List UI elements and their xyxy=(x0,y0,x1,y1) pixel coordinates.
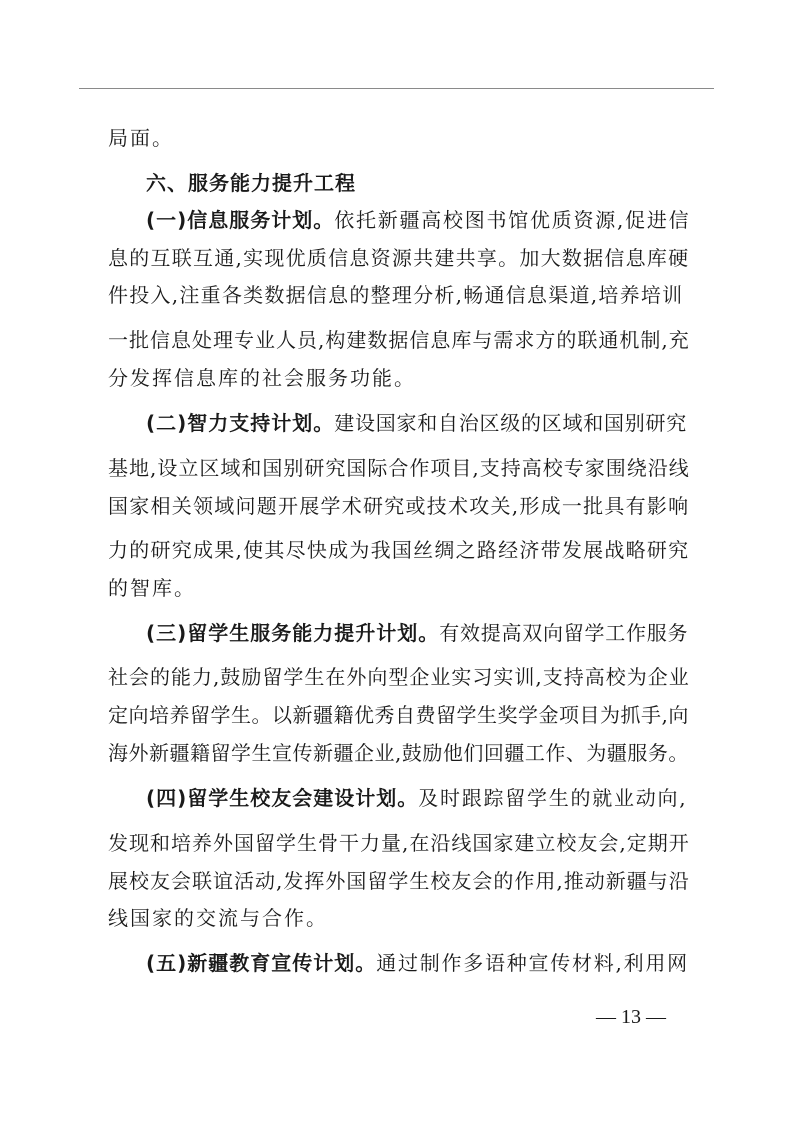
paragraph-first-line xyxy=(146,409,687,437)
paragraph-line-text: 及时跟踪留学生的就业动向, xyxy=(418,786,688,810)
section-heading: 六、服务能力提升工程 xyxy=(146,171,356,195)
paragraph-first-line xyxy=(146,206,690,234)
paragraph-line-text: 建设国家和自治区级的区域和国别研究 xyxy=(334,411,688,435)
paragraph-line: 基地,设立区域和国别研究国际合作项目,支持高校专家围绕沿线 xyxy=(108,456,690,480)
paragraph-line: 国家相关领域问题开展学术研究或技术攻关,形成一批具有影响 xyxy=(108,494,690,518)
subsection-label: (二)智力支持计划。 xyxy=(146,411,335,435)
subsection-label: (一)信息服务计划。 xyxy=(146,208,335,232)
paragraph-first-line xyxy=(146,949,689,977)
subsection-label: (四)留学生校友会建设计划。 xyxy=(146,786,419,810)
paragraph-line: 局面。 xyxy=(108,126,174,150)
paragraph-line: 展校友会联谊活动,发挥外国留学生校友会的作用,推动新疆与沿 xyxy=(108,869,690,893)
paragraph-line: 发现和培养外国留学生骨干力量,在沿线国家建立校友会,定期开 xyxy=(108,831,690,855)
paragraph-first-line xyxy=(146,784,687,812)
page-number: — 13 — xyxy=(596,1006,666,1028)
paragraph-line: 海外新疆籍留学生宣传新疆企业,鼓励他们回疆工作、为疆服务。 xyxy=(108,741,689,765)
paragraph-line: 分发挥信息库的社会服务功能。 xyxy=(108,366,416,390)
paragraph-line-text: 通过制作多语种宣传材料,利用网 xyxy=(376,951,689,975)
paragraph-line: 定向培养留学生。以新疆籍优秀自费留学生奖学金项目为抓手,向 xyxy=(108,703,689,727)
paragraph-line-text: 有效提高双向留学工作服务 xyxy=(439,621,689,645)
subsection-label: (三)留学生服务能力提升计划。 xyxy=(146,621,440,645)
paragraph-line: 息的互联互通,实现优质信息资源共建共享。加大数据信息库硬 xyxy=(108,246,690,270)
paragraph-line: 线国家的交流与合作。 xyxy=(108,906,328,930)
paragraph-line: 力的研究成果,使其尽快成为我国丝绸之路经济带发展战略研究 xyxy=(108,538,690,562)
paragraph-line: 件投入,注重各类数据信息的整理分析,畅通信息渠道,培养培训 xyxy=(108,283,684,307)
paragraph-line: 的智库。 xyxy=(108,576,196,600)
subsection-label: (五)新疆教育宣传计划。 xyxy=(146,951,377,975)
paragraph-line-text: 依托新疆高校图书馆优质资源,促进信 xyxy=(334,208,691,232)
header-rule xyxy=(79,88,714,89)
paragraph-line: 一批信息处理专业人员,构建数据信息库与需求方的联通机制,充 xyxy=(108,328,690,352)
paragraph-line: 社会的能力,鼓励留学生在外向型企业实习实训,支持高校为企业 xyxy=(108,665,690,689)
paragraph-first-line xyxy=(146,619,688,647)
